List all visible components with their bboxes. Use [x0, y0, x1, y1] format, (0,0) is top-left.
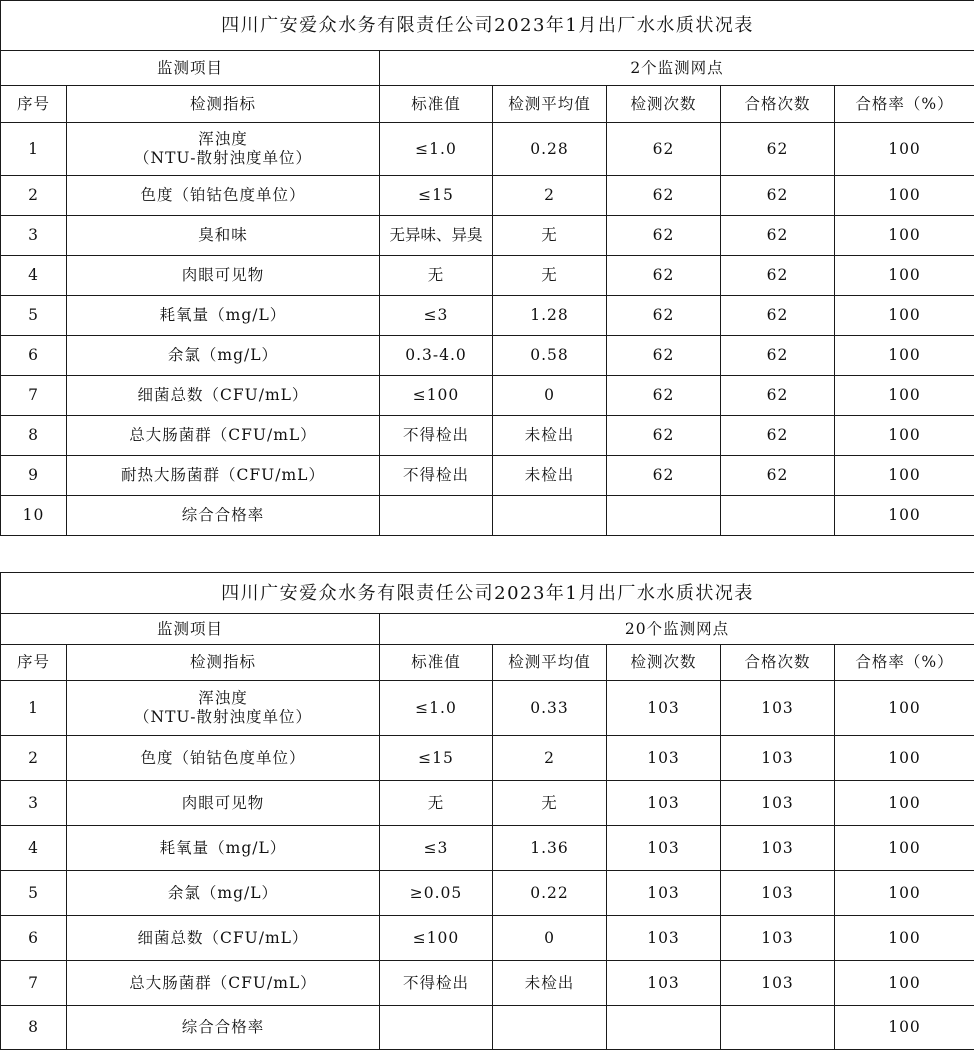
row-no: 2 — [1, 176, 67, 216]
row-average: 未检出 — [493, 961, 607, 1006]
table-row — [1, 916, 974, 961]
row-indicator: 臭和味 — [67, 216, 380, 256]
row-standard: 不得检出 — [380, 416, 493, 456]
row-rate: 100 — [835, 256, 974, 296]
row-pass: 62 — [721, 456, 835, 496]
row-rate: 100 — [835, 961, 974, 1006]
header-average: 检测平均值 — [493, 645, 607, 681]
row-standard — [380, 1006, 493, 1050]
row-pass: 62 — [721, 123, 835, 176]
header-no: 序号 — [1, 86, 67, 123]
row-pass: 103 — [721, 826, 835, 871]
row-count: 62 — [607, 176, 721, 216]
row-indicator — [67, 123, 380, 176]
row-indicator: 综合合格率 — [67, 496, 380, 536]
row-count — [607, 1006, 721, 1050]
row-count: 62 — [607, 456, 721, 496]
row-standard: ≤100 — [380, 916, 493, 961]
row-pass: 103 — [721, 961, 835, 1006]
row-pass — [721, 496, 835, 536]
table-row — [1, 216, 974, 256]
row-no: 1 — [1, 681, 67, 736]
header-pass: 合格次数 — [721, 645, 835, 681]
row-pass: 62 — [721, 336, 835, 376]
header-count: 检测次数 — [607, 645, 721, 681]
row-standard: 不得检出 — [380, 961, 493, 1006]
row-indicator: 耗氧量（mg/L） — [67, 296, 380, 336]
row-average: 0.22 — [493, 871, 607, 916]
row-indicator: 耗氧量（mg/L） — [67, 826, 380, 871]
indicator-unit: （NTU-散射浊度单位） — [67, 149, 379, 168]
monitor-item-label: 监测项目 — [1, 51, 380, 86]
row-count: 62 — [607, 123, 721, 176]
row-pass: 103 — [721, 781, 835, 826]
row-no: 1 — [1, 123, 67, 176]
row-count: 62 — [607, 376, 721, 416]
monitor-item-label: 监测项目 — [1, 614, 380, 645]
row-average: 未检出 — [493, 456, 607, 496]
table-row — [1, 256, 974, 296]
row-pass: 103 — [721, 681, 835, 736]
row-rate: 100 — [835, 826, 974, 871]
row-average: 1.28 — [493, 296, 607, 336]
row-pass: 62 — [721, 256, 835, 296]
header-average: 检测平均值 — [493, 86, 607, 123]
row-pass: 62 — [721, 416, 835, 456]
row-no: 4 — [1, 826, 67, 871]
row-indicator: 细菌总数（CFU/mL） — [67, 376, 380, 416]
row-rate: 100 — [835, 456, 974, 496]
row-standard — [380, 496, 493, 536]
row-no: 3 — [1, 216, 67, 256]
row-average: 无 — [493, 256, 607, 296]
row-count: 62 — [607, 416, 721, 456]
row-no: 7 — [1, 376, 67, 416]
indicator-name: 浑浊度 — [67, 130, 379, 149]
monitor-points-label: 2个监测网点 — [380, 51, 974, 86]
row-rate: 100 — [835, 336, 974, 376]
row-average: 0.33 — [493, 681, 607, 736]
row-average: 0 — [493, 376, 607, 416]
row-count: 103 — [607, 736, 721, 781]
table-row — [1, 376, 974, 416]
row-no: 8 — [1, 1006, 67, 1050]
row-average: 0.58 — [493, 336, 607, 376]
table-title: 四川广安爱众水务有限责任公司2023年1月出厂水水质状况表 — [1, 1, 974, 51]
row-pass — [721, 1006, 835, 1050]
row-pass: 103 — [721, 736, 835, 781]
monitor-points-label: 20个监测网点 — [380, 614, 974, 645]
row-standard: ≥0.05 — [380, 871, 493, 916]
row-no: 8 — [1, 416, 67, 456]
row-no: 6 — [1, 916, 67, 961]
row-standard: 无 — [380, 781, 493, 826]
row-pass: 103 — [721, 871, 835, 916]
table-row — [1, 736, 974, 781]
row-count: 62 — [607, 336, 721, 376]
table-row — [1, 871, 974, 916]
row-indicator: 肉眼可见物 — [67, 256, 380, 296]
table-title: 四川广安爱众水务有限责任公司2023年1月出厂水水质状况表 — [1, 573, 974, 614]
row-rate: 100 — [835, 916, 974, 961]
row-no: 2 — [1, 736, 67, 781]
header-indicator: 检测指标 — [67, 86, 380, 123]
table-row — [1, 456, 974, 496]
row-pass: 62 — [721, 176, 835, 216]
row-standard: ≤1.0 — [380, 681, 493, 736]
table-row — [1, 961, 974, 1006]
row-indicator: 总大肠菌群（CFU/mL） — [67, 961, 380, 1006]
row-indicator — [67, 681, 380, 736]
row-count: 103 — [607, 681, 721, 736]
header-row — [1, 645, 974, 681]
row-rate: 100 — [835, 736, 974, 781]
row-indicator: 综合合格率 — [67, 1006, 380, 1050]
row-indicator: 肉眼可见物 — [67, 781, 380, 826]
row-indicator: 色度（铂钴色度单位） — [67, 176, 380, 216]
table-row-summary — [1, 496, 974, 536]
row-average: 未检出 — [493, 416, 607, 456]
row-standard: ≤3 — [380, 826, 493, 871]
table-row-summary — [1, 1006, 974, 1050]
header-rate: 合格率（%） — [835, 86, 974, 123]
row-no: 5 — [1, 871, 67, 916]
table-row — [1, 781, 974, 826]
row-average — [493, 496, 607, 536]
row-rate: 100 — [835, 871, 974, 916]
row-indicator: 余氯（mg/L） — [67, 871, 380, 916]
row-standard: ≤3 — [380, 296, 493, 336]
row-standard: 无异味、异臭 — [380, 216, 493, 256]
row-count: 103 — [607, 871, 721, 916]
row-indicator: 色度（铂钴色度单位） — [67, 736, 380, 781]
row-no: 3 — [1, 781, 67, 826]
row-average: 2 — [493, 736, 607, 781]
row-count: 103 — [607, 961, 721, 1006]
row-standard: ≤15 — [380, 736, 493, 781]
row-rate: 100 — [835, 496, 974, 536]
row-average: 1.36 — [493, 826, 607, 871]
row-pass: 62 — [721, 376, 835, 416]
row-count: 103 — [607, 781, 721, 826]
row-no: 4 — [1, 256, 67, 296]
row-average: 0 — [493, 916, 607, 961]
table-row — [1, 336, 974, 376]
row-average: 无 — [493, 781, 607, 826]
header-rate: 合格率（%） — [835, 645, 974, 681]
row-rate: 100 — [835, 123, 974, 176]
row-no: 5 — [1, 296, 67, 336]
header-no: 序号 — [1, 645, 67, 681]
table-row — [1, 681, 974, 736]
row-indicator: 耐热大肠菌群（CFU/mL） — [67, 456, 380, 496]
table-row — [1, 123, 974, 176]
row-count: 62 — [607, 296, 721, 336]
row-standard: ≤15 — [380, 176, 493, 216]
table-row — [1, 826, 974, 871]
row-count: 103 — [607, 916, 721, 961]
row-count — [607, 496, 721, 536]
row-indicator: 细菌总数（CFU/mL） — [67, 916, 380, 961]
table-row — [1, 296, 974, 336]
row-rate: 100 — [835, 1006, 974, 1050]
row-standard: 不得检出 — [380, 456, 493, 496]
header-pass: 合格次数 — [721, 86, 835, 123]
indicator-unit: （NTU-散射浊度单位） — [67, 708, 379, 727]
table-row — [1, 176, 974, 216]
header-count: 检测次数 — [607, 86, 721, 123]
header-indicator: 检测指标 — [67, 645, 380, 681]
row-average: 0.28 — [493, 123, 607, 176]
row-rate: 100 — [835, 681, 974, 736]
row-no: 10 — [1, 496, 67, 536]
header-row — [1, 86, 974, 123]
row-no: 9 — [1, 456, 67, 496]
row-rate: 100 — [835, 176, 974, 216]
row-count: 103 — [607, 826, 721, 871]
row-standard: 无 — [380, 256, 493, 296]
row-average — [493, 1006, 607, 1050]
table-row — [1, 416, 974, 456]
row-no: 7 — [1, 961, 67, 1006]
row-count: 62 — [607, 216, 721, 256]
row-standard: ≤1.0 — [380, 123, 493, 176]
row-rate: 100 — [835, 416, 974, 456]
row-no: 6 — [1, 336, 67, 376]
header-standard: 标准值 — [380, 645, 493, 681]
row-indicator: 余氯（mg/L） — [67, 336, 380, 376]
row-count: 62 — [607, 256, 721, 296]
row-average: 2 — [493, 176, 607, 216]
row-standard: 0.3-4.0 — [380, 336, 493, 376]
row-rate: 100 — [835, 781, 974, 826]
water-quality-table-2 — [0, 572, 974, 1050]
row-rate: 100 — [835, 376, 974, 416]
row-indicator: 总大肠菌群（CFU/mL） — [67, 416, 380, 456]
row-pass: 62 — [721, 216, 835, 256]
row-rate: 100 — [835, 296, 974, 336]
row-pass: 62 — [721, 296, 835, 336]
row-standard: ≤100 — [380, 376, 493, 416]
row-rate: 100 — [835, 216, 974, 256]
row-average: 无 — [493, 216, 607, 256]
indicator-name: 浑浊度 — [67, 689, 379, 708]
header-standard: 标准值 — [380, 86, 493, 123]
row-pass: 103 — [721, 916, 835, 961]
